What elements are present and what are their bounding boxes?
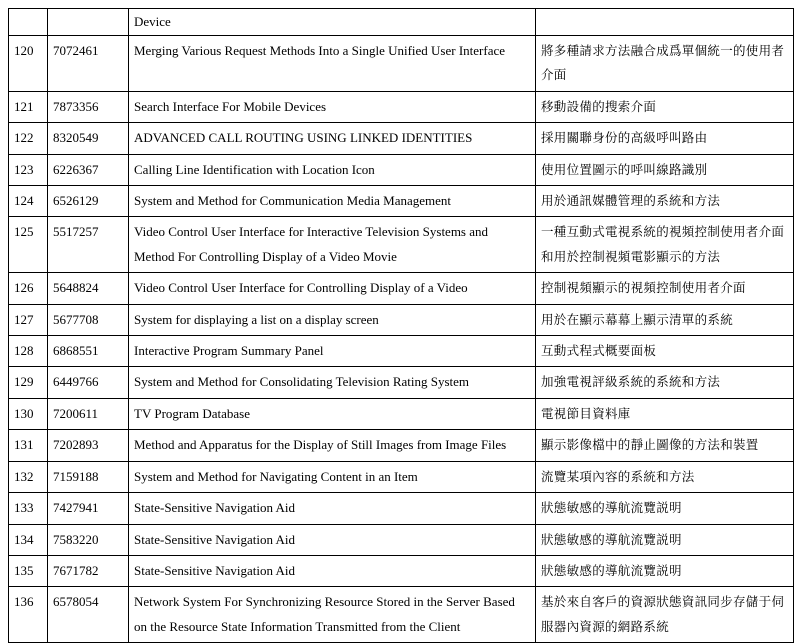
table-row <box>9 123 794 154</box>
patent-number-cell: 7159188 <box>48 461 129 492</box>
chinese-title-cell: 移動設備的搜索介面 <box>536 91 794 122</box>
patent-title-cell: Calling Line Identification with Location Icon <box>129 154 536 185</box>
table-row <box>9 36 794 92</box>
table-row <box>9 555 794 586</box>
patent-number-cell: 5517257 <box>48 217 129 273</box>
patent-number-cell: 6526129 <box>48 186 129 217</box>
table-row <box>9 493 794 524</box>
table-row <box>9 91 794 122</box>
table-row <box>9 524 794 555</box>
patent-title-cell: Method and Apparatus for the Display of Still Images from Image Files <box>129 430 536 461</box>
patent-title-cell: Video Control User Interface for Controlling Display of a Video <box>129 273 536 304</box>
patent-number-cell: 7200611 <box>48 398 129 429</box>
row-number-cell: 124 <box>9 186 48 217</box>
chinese-title-cell: 狀態敏感的導航流覽説明 <box>536 524 794 555</box>
table-row <box>9 273 794 304</box>
patent-number-cell: 6578054 <box>48 587 129 643</box>
table-row <box>9 336 794 367</box>
chinese-title-cell: 電視節目資料庫 <box>536 398 794 429</box>
patent-number-cell: 5648824 <box>48 273 129 304</box>
patent-number-cell: 7671782 <box>48 555 129 586</box>
chinese-title-cell: 使用位置圖示的呼叫線路識別 <box>536 154 794 185</box>
patent-title-cell: ADVANCED CALL ROUTING USING LINKED IDENTITIES <box>129 123 536 154</box>
row-number-cell: 122 <box>9 123 48 154</box>
patent-number-cell: 6449766 <box>48 367 129 398</box>
row-number-cell: 126 <box>9 273 48 304</box>
row-number-cell: 125 <box>9 217 48 273</box>
chinese-title-cell: 狀態敏感的導航流覽説明 <box>536 493 794 524</box>
patent-number-cell: 8320549 <box>48 123 129 154</box>
patent-title-cell: System for displaying a list on a display screen <box>129 304 536 335</box>
row-number-cell: 132 <box>9 461 48 492</box>
chinese-title-cell: 基於來自客戶的資源狀態資訊同步存儲于伺服器內資源的網路系統 <box>536 587 794 643</box>
row-number-cell: 134 <box>9 524 48 555</box>
chinese-title-cell: 用於通訊媒體管理的系統和方法 <box>536 186 794 217</box>
patent-number-cell: 7072461 <box>48 36 129 92</box>
patent-table-body <box>9 9 794 643</box>
patent-title-cell: TV Program Database <box>129 398 536 429</box>
chinese-title-cell: 顯示影像檔中的靜止圖像的方法和裝置 <box>536 430 794 461</box>
patent-title-cell: Merging Various Request Methods Into a Single Unified User Interface <box>129 36 536 92</box>
patent-number-cell: 7583220 <box>48 524 129 555</box>
patent-title-cell: Network System For Synchronizing Resource Stored in the Server Based on the Resource State Information Transmitted from the Client <box>129 587 536 643</box>
chinese-title-cell: 狀態敏感的導航流覽説明 <box>536 555 794 586</box>
table-row <box>9 461 794 492</box>
table-row <box>9 186 794 217</box>
patent-title-cell: System and Method for Navigating Content in an Item <box>129 461 536 492</box>
chinese-title-cell: 用於在顯示幕幕上顯示清單的系統 <box>536 304 794 335</box>
row-number-cell: 129 <box>9 367 48 398</box>
table-row <box>9 587 794 643</box>
chinese-title-cell: 一種互動式電視系統的視頻控制使用者介面和用於控制視頻電影顯示的方法 <box>536 217 794 273</box>
patent-title-cell: Interactive Program Summary Panel <box>129 336 536 367</box>
row-number-cell: 120 <box>9 36 48 92</box>
chinese-title-cell <box>536 9 794 36</box>
table-row <box>9 367 794 398</box>
patent-number-cell: 6868551 <box>48 336 129 367</box>
patent-number-cell: 7202893 <box>48 430 129 461</box>
patent-number-cell: 7427941 <box>48 493 129 524</box>
row-number-cell: 135 <box>9 555 48 586</box>
chinese-title-cell: 採用關聯身份的高級呼叫路由 <box>536 123 794 154</box>
patent-title-cell: Device <box>129 9 536 36</box>
table-row <box>9 217 794 273</box>
row-number-cell: 133 <box>9 493 48 524</box>
patent-title-cell: State-Sensitive Navigation Aid <box>129 493 536 524</box>
patent-number-cell: 7873356 <box>48 91 129 122</box>
chinese-title-cell: 互動式程式概要面板 <box>536 336 794 367</box>
row-number-cell: 121 <box>9 91 48 122</box>
table-row <box>9 304 794 335</box>
row-number-cell: 128 <box>9 336 48 367</box>
patent-table-page <box>8 8 793 643</box>
row-number-cell: 136 <box>9 587 48 643</box>
patent-title-cell: State-Sensitive Navigation Aid <box>129 524 536 555</box>
patent-number-cell <box>48 9 129 36</box>
patent-title-cell: System and Method for Communication Media Management <box>129 186 536 217</box>
patent-title-cell: State-Sensitive Navigation Aid <box>129 555 536 586</box>
patent-title-cell: Video Control User Interface for Interactive Television Systems and Method For Controlling Display of a Video Movie <box>129 217 536 273</box>
table-row <box>9 154 794 185</box>
table-row-continued <box>9 9 794 36</box>
chinese-title-cell: 控制視頻顯示的視頻控制使用者介面 <box>536 273 794 304</box>
patent-number-cell: 6226367 <box>48 154 129 185</box>
chinese-title-cell: 加強電視評級系統的系統和方法 <box>536 367 794 398</box>
table-row <box>9 398 794 429</box>
chinese-title-cell: 將多種請求方法融合成爲單個統一的使用者介面 <box>536 36 794 92</box>
row-number-cell <box>9 9 48 36</box>
patent-table <box>8 8 794 643</box>
chinese-title-cell: 流覽某項內容的系統和方法 <box>536 461 794 492</box>
row-number-cell: 127 <box>9 304 48 335</box>
row-number-cell: 130 <box>9 398 48 429</box>
row-number-cell: 131 <box>9 430 48 461</box>
patent-title-cell: Search Interface For Mobile Devices <box>129 91 536 122</box>
row-number-cell: 123 <box>9 154 48 185</box>
patent-title-cell: System and Method for Consolidating Television Rating System <box>129 367 536 398</box>
patent-number-cell: 5677708 <box>48 304 129 335</box>
table-row <box>9 430 794 461</box>
